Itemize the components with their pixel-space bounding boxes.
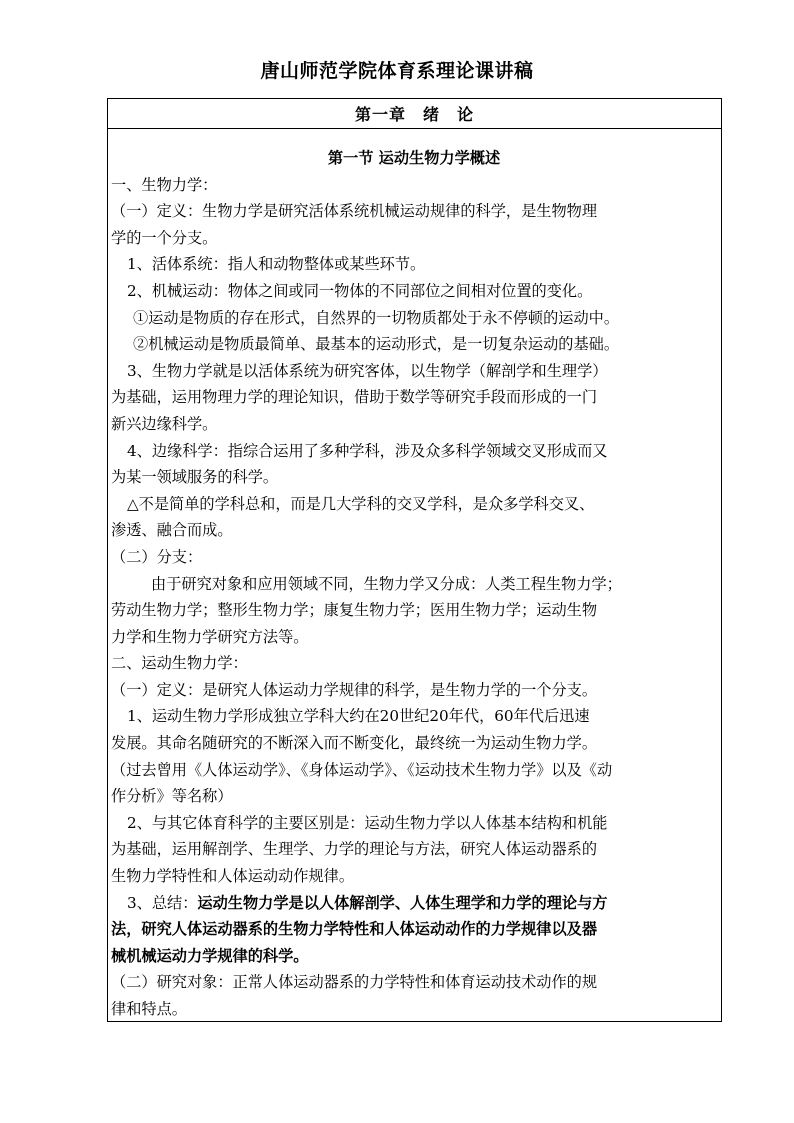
summary-line: 法，研究人体运动器系的生物力学特性和人体运动动作的力学规律以及器	[111, 920, 597, 939]
text-line: 3、生物力学就是以活体系统为研究客体，以生物学（解剖学和生理学）	[127, 361, 608, 380]
lecture-content	[111, 145, 717, 1023]
text-line: （过去曾用《人体运动学》、《身体运动学》、《运动技术生物力学》以及《动	[111, 760, 613, 779]
text-line: 学的一个分支。	[111, 228, 218, 247]
text-line: 4、边缘科学：指综合运用了多种学科，涉及众多科学领域交叉形成而又	[127, 441, 608, 460]
text-line: 生物力学特性和人体运动动作规律。	[111, 867, 354, 886]
text-line: ①运动是物质的存在形式，自然界的一切物质都处于永不停顿的运动中。	[133, 308, 619, 327]
text-line: 2、机械运动：物体之间或同一物体的不同部位之间相对位置的变化。	[127, 281, 593, 300]
text-line: （二）分支：	[111, 547, 203, 566]
chapter-title: 第一章 绪 论	[354, 105, 474, 124]
text-line: 为某一领域服务的科学。	[111, 468, 279, 487]
text-line: 渗透、融合而成。	[111, 521, 233, 540]
summary-label: 3、总结：	[127, 893, 198, 912]
text-line: 为基础，运用解剖学、生理学、力学的理论与方法，研究人体运动器系的	[111, 840, 597, 859]
text-line: 律和特点。	[111, 1000, 187, 1018]
lecture-frame	[107, 98, 722, 1022]
text-line: 二、运动生物力学：	[111, 654, 248, 673]
section-title: 第一节 运动生物力学概述	[327, 149, 501, 167]
text-line: 1、运动生物力学形成独立学科大约在20世纪20年代，60年代后迅速	[127, 707, 590, 726]
text-line: 1、活体系统：指人和动物整体或某些环节。	[127, 255, 426, 274]
text-line: 一、生物力学：	[111, 175, 218, 194]
text-line: ②机械运动是物质最简单、最基本的运动形式，是一切复杂运动的基础。	[133, 335, 619, 354]
text-line: （二）研究对象：正常人体运动器系的力学特性和体育运动技术动作的规	[111, 973, 597, 992]
text-line: 由于研究对象和应用领域不同，生物力学又分成：人类工程生物力学；	[151, 574, 622, 593]
text-line: 为基础，运用物理力学的理论知识，借助于数学等研究手段而形成的一门	[111, 388, 597, 407]
page-title: 唐山师范学院体育系理论课讲稿	[260, 60, 534, 82]
text-line: △不是简单的学科总和，而是几大学科的交叉学科，是众多学科交叉、	[127, 494, 595, 513]
text-line: （一）定义：是研究人体运动力学规律的科学，是生物力学的一个分支。	[111, 680, 597, 699]
text-line: 劳动生物力学；整形生物力学；康复生物力学；医用生物力学；运动生物	[111, 601, 597, 620]
text-line: （一）定义：生物力学是研究活体系统机械运动规律的科学，是生物物理	[111, 202, 597, 221]
summary-line: 械机械运动力学规律的科学。	[111, 946, 309, 965]
text-line: 新兴边缘科学。	[111, 414, 218, 433]
frame-divider	[108, 128, 721, 129]
summary-emphasis: 运动生物力学是以人体解剖学、人体生理学和力学的理论与方	[197, 893, 608, 912]
text-line: 力学和生物力学研究方法等。	[111, 627, 309, 646]
text-line: 发展。其命名随研究的不断深入而不断变化，最终统一为运动生物力学。	[111, 734, 597, 753]
summary-line	[111, 890, 717, 917]
text-line: 2、与其它体育科学的主要区别是：运动生物力学以人体基本结构和机能	[127, 813, 608, 832]
text-line: 作分析》等名称）	[111, 787, 233, 806]
